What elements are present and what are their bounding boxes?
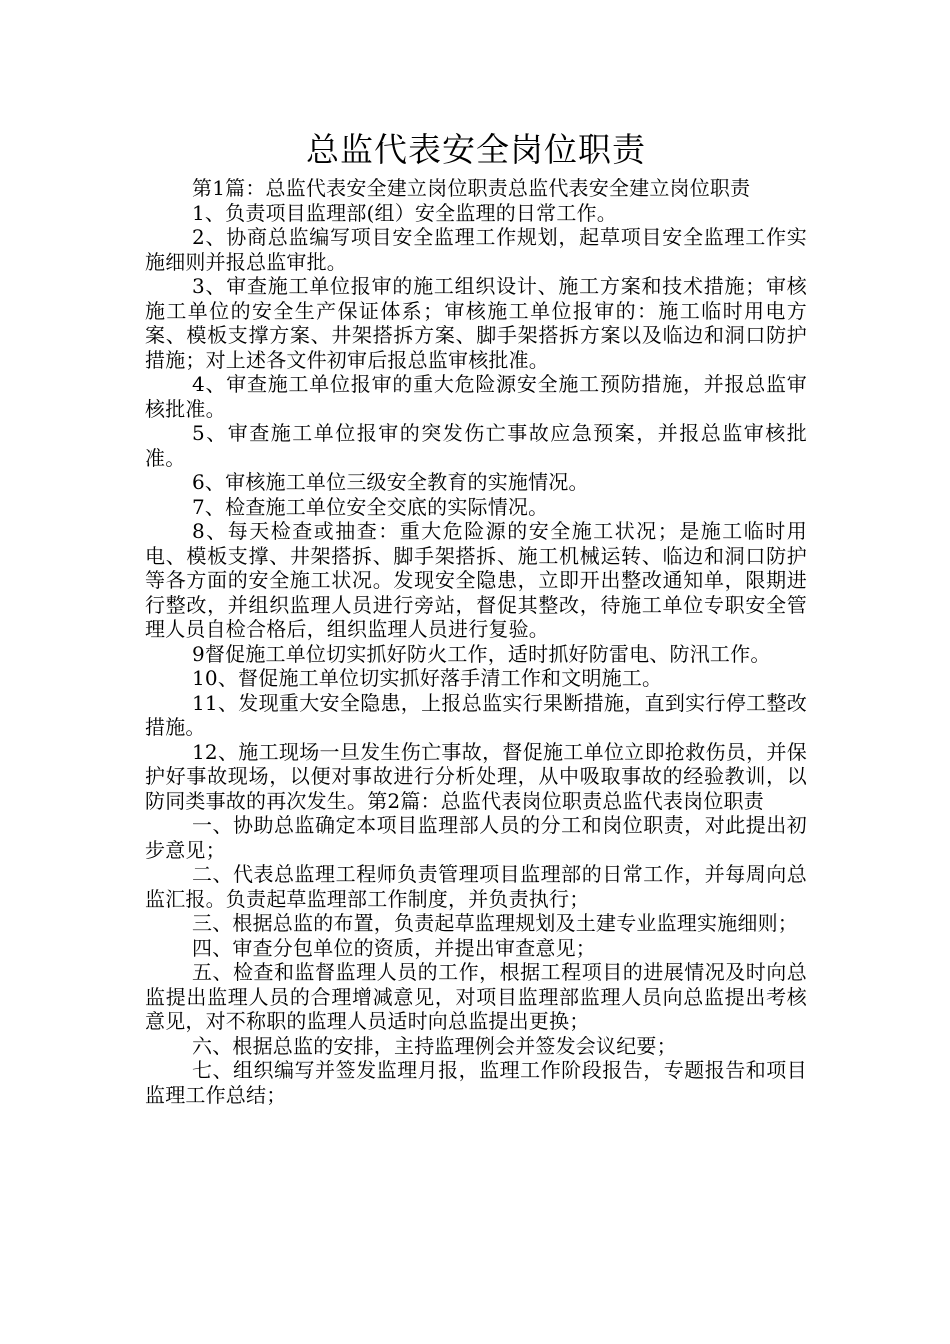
paragraph: 一、协助总监确定本项目监理部人员的分工和岗位职责，对此提出初步意见； — [145, 813, 807, 862]
paragraph: 7、检查施工单位安全交底的实际情况。 — [192, 494, 549, 519]
paragraph: 9督促施工单位切实抓好防火工作，适时抓好防雷电、防汛工作。 — [192, 641, 771, 666]
paragraph: 二、代表总监理工程师负责管理项目监理部的日常工作，并每周向总监汇报。负责起草监理部工作制度，并负责执行； — [145, 862, 807, 911]
paragraph: 1、负责项目监理部(组）安全监理的日常工作。 — [192, 200, 617, 225]
paragraph: 6、审核施工单位三级安全教育的实施情况。 — [192, 470, 589, 494]
paragraph: 12、施工现场一旦发生伤亡事故，督促施工单位立即抢救伤员，并保护好事故现场，以便对事故进行分析处理，从中吸取事故的经验教训，以防同类事故的再次发生。第2篇：总监代表岗位职责总监代表岗位职责 — [145, 739, 807, 813]
document-page — [145, 128, 807, 1107]
paragraph: 五、检查和监督监理人员的工作，根据工程项目的进展情况及时向总监提出监理人员的合理增减意见，对项目监理部监理人员向总监提出考核意见，对不称职的监理人员适时向总监提出更换； — [145, 960, 807, 1033]
paragraph: 8、每天检查或抽查：重大危险源的安全施工状况；是施工临时用电、模板支撑、井架搭拆、脚手架搭拆、施工机械运转、临边和洞口防护等各方面的安全施工状况。发现安全隐患，立即开出整改通知单，限期进行整改，并组织监理人员进行旁站，督促其整改，待施工单位专职安全管理人员自检合格后，组织监理人员进行复验。 — [145, 519, 807, 641]
paragraph: 第1篇：总监代表安全建立岗位职责总监代表安全建立岗位职责 — [192, 176, 751, 200]
paragraph: 六、根据总监的安排，主持监理例会并签发会议纪要； — [192, 1033, 677, 1058]
paragraph: 10、督促施工单位切实抓好落手清工作和文明施工。 — [192, 666, 663, 690]
paragraph: 三、根据总监的布置，负责起草监理规划及土建专业监理实施细则； — [192, 911, 798, 935]
paragraph: 5、审查施工单位报审的突发伤亡事故应急预案，并报总监审核批准。 — [145, 421, 807, 470]
paragraph: 七、组织编写并签发监理月报，监理工作阶段报告，专题报告和项目监理工作总结； — [145, 1058, 807, 1107]
paragraph: 4、审查施工单位报审的重大危险源安全施工预防措施，并报总监审核批准。 — [145, 372, 807, 421]
document-title: 总监代表安全岗位职责 — [306, 130, 646, 169]
paragraph: 11、发现重大安全隐患，上报总监实行果断措施，直到实行停工整改措施。 — [145, 690, 807, 739]
paragraph: 四、审查分包单位的资质，并提出审查意见； — [192, 935, 596, 960]
paragraph: 2、协商总监编写项目安全监理工作规划，起草项目安全监理工作实施细则并报总监审批。 — [145, 225, 807, 274]
paragraph: 3、审查施工单位报审的施工组织设计、施工方案和技术措施；审核施工单位的安全生产保证体系；审核施工单位报审的：施工临时用电方案、模板支撑方案、井架搭拆方案、脚手架搭拆方案以及临边和洞口防护措施；对上述各文件初审后报总监审核批准。 — [145, 274, 807, 372]
